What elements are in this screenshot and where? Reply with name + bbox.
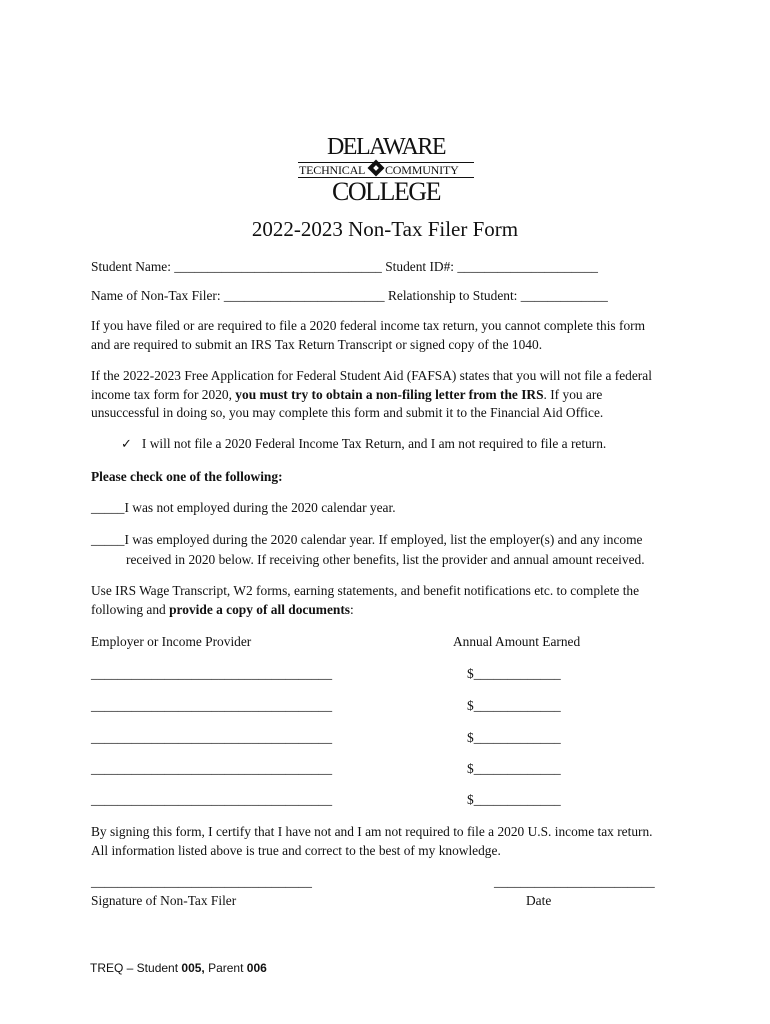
date-line[interactable]: ________________________ — [494, 874, 655, 889]
amount-column-header: Annual Amount Earned — [453, 634, 581, 649]
footer-pre: TREQ – Student — [90, 961, 182, 975]
amount-line-4[interactable]: $_____________ — [467, 761, 561, 776]
non-tax-filer-field[interactable]: Name of Non-Tax Filer: ________________________ Relationship to Student: _____________ — [91, 288, 608, 303]
para2-line2-pre: income tax form for 2020, — [91, 387, 236, 402]
checkmark-icon: ✓ — [121, 437, 132, 452]
employer-line-4[interactable]: ____________________________________ — [91, 761, 333, 776]
para2-line2-post: . If you are — [543, 387, 603, 402]
footer-parent-code: 006 — [246, 961, 267, 975]
option-not-employed[interactable]: _____I was not employed during the 2020 calendar year. — [91, 500, 396, 515]
signature-label: Signature of Non-Tax Filer — [91, 893, 237, 908]
college-logo — [298, 134, 474, 206]
para2-line2-bold: you must try to obtain a non-filing letter from the IRS — [235, 387, 544, 402]
docs-para-line2-post: : — [350, 602, 354, 617]
employer-line-3[interactable]: ____________________________________ — [91, 730, 333, 745]
para1-line1: If you have filed or are required to file a 2020 federal income tax return, you cannot complete this form — [91, 318, 646, 333]
option-employed-line1[interactable]: _____I was employed during the 2020 calendar year. If employed, list the employer(s) and any income — [91, 532, 643, 547]
no-return-checkbox-label: I will not file a 2020 Federal Income Tax Return, and I am not required to file a return. — [141, 436, 607, 451]
option-employed-line2: received in 2020 below. If receiving other benefits, list the provider and annual amount received. — [126, 552, 645, 567]
certify-line2: All information listed above is true and correct to the best of my knowledge. — [91, 843, 501, 858]
para2-line1: If the 2022-2023 Free Application for Federal Student Aid (FAFSA) states that you will not file a federal — [91, 368, 652, 383]
student-name-field[interactable]: Student Name: _______________________________ Student ID#: _____________________ — [91, 259, 598, 274]
amount-line-3[interactable]: $_____________ — [467, 730, 561, 745]
docs-para-line2-pre: following and — [91, 602, 170, 617]
logo-line-technical: TECHNICAL — [299, 163, 366, 177]
date-label: Date — [526, 893, 552, 908]
employer-column-header: Employer or Income Provider — [91, 634, 252, 649]
certify-line1: By signing this form, I certify that I have not and I am not required to file a 2020 U.S. income tax return. — [91, 824, 653, 839]
employer-line-2[interactable]: ____________________________________ — [91, 698, 333, 713]
footer-student-code: 005, — [181, 961, 205, 975]
docs-para-line2 — [91, 599, 354, 621]
amount-line-2[interactable]: $_____________ — [467, 698, 561, 713]
amount-line-1[interactable]: $_____________ — [467, 666, 561, 681]
signature-line[interactable]: _________________________________ — [91, 874, 312, 889]
logo-line-college: COLLEGE — [332, 177, 440, 206]
para2-line3: unsuccessful in doing so, you may complete this form and submit it to the Financial Aid Office. — [91, 405, 604, 420]
footer-mid: Parent — [204, 961, 247, 975]
logo-line-delaware: DELAWARE — [326, 134, 446, 160]
employer-line-5[interactable]: ____________________________________ — [91, 792, 333, 807]
check-heading-text: Please check one of the following: — [91, 469, 283, 484]
docs-para-line2-bold: provide a copy of all documents — [169, 602, 351, 617]
form-title: 2022-2023 Non-Tax Filer Form — [251, 217, 519, 241]
para1-line2: and are required to submit an IRS Tax Return Transcript or signed copy of the 1040. — [91, 337, 543, 352]
amount-line-5[interactable]: $_____________ — [467, 792, 561, 807]
footer-code — [90, 959, 267, 977]
check-heading — [91, 466, 283, 488]
docs-para-line1: Use IRS Wage Transcript, W2 forms, earning statements, and benefit notifications etc. to complete the — [91, 583, 640, 598]
employer-line-1[interactable]: ____________________________________ — [91, 666, 333, 681]
no-return-checkbox[interactable] — [121, 433, 606, 456]
logo-line-community: COMMUNITY — [385, 163, 459, 177]
